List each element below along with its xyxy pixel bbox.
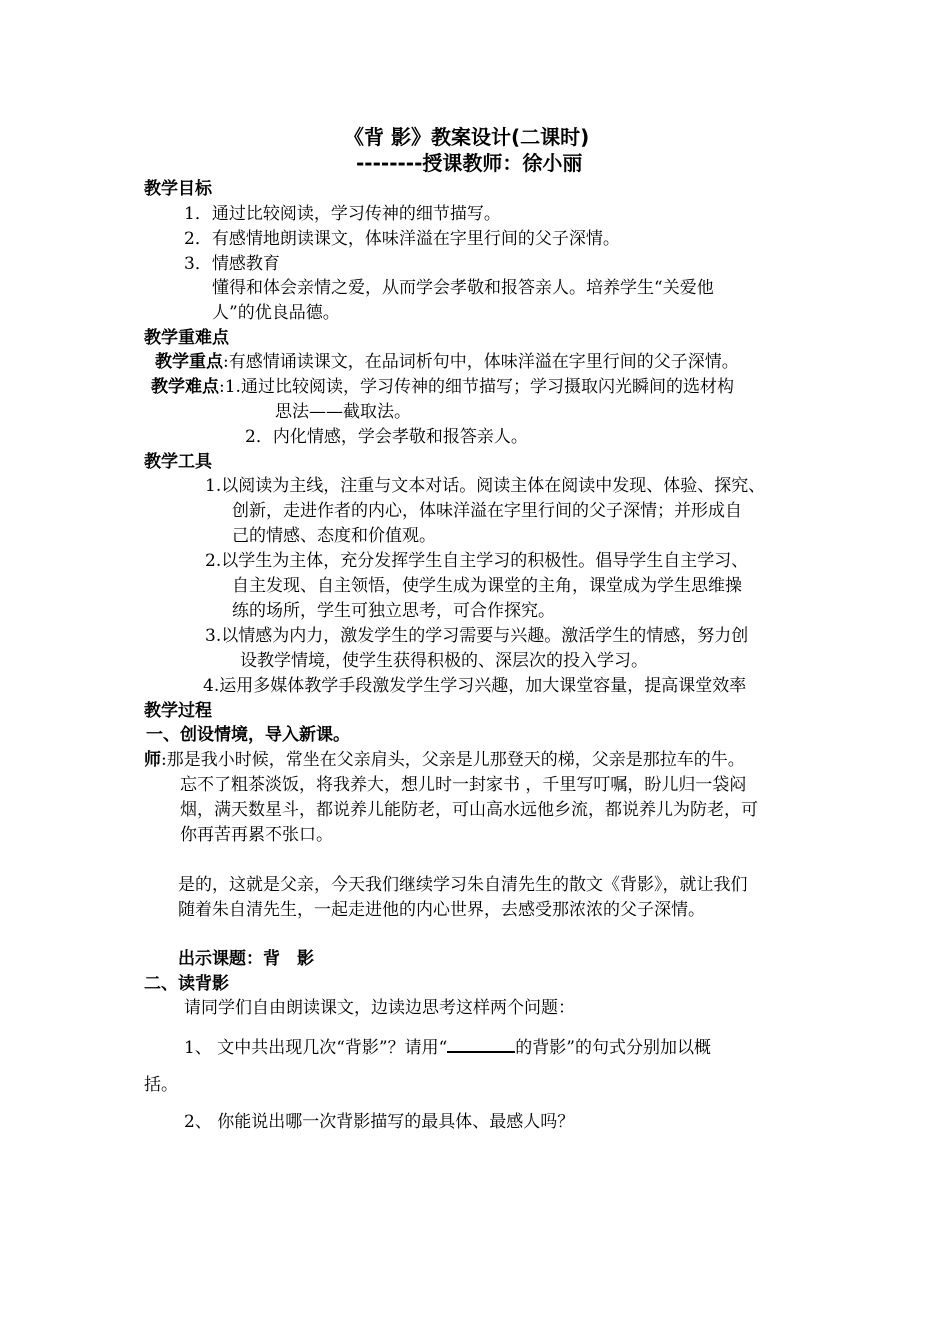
tool-1-line-3: 己的情感、态度和价值观。 <box>232 526 436 546</box>
question-1-suffix: 的背影”的句式分别加以概 <box>515 1038 711 1058</box>
para-2-line-1: 是的，这就是父亲，今天我们继续学习朱自清先生的散文《背影》，就让我们 <box>178 875 748 895</box>
goal-3-detail-line-2: 人”的优良品德。 <box>212 303 340 323</box>
difficulty-label: 教学难点 <box>151 377 219 397</box>
teacher-line: --------授课教师：徐小丽 <box>356 151 583 175</box>
show-topic: 出示课题：背 影 <box>178 949 314 969</box>
intro-line-4: 你再苦再累不张口。 <box>180 825 333 845</box>
difficulty-1-text: :1.通过比较阅读，学习传神的细节描写；学习摄取闪光瞬间的选材构 <box>219 377 734 397</box>
blank-underline <box>447 1037 515 1053</box>
tool-4: 4.运用多媒体教学手段激发学生学习兴趣，加大课堂容量，提高课堂效率 <box>203 676 747 696</box>
intro-line-3: 烟，满天数星斗，都说养儿能防老，可山高水远他乡流，都说养儿为防老，可 <box>180 800 758 820</box>
step-1-heading: 一、创设情境，导入新课。 <box>146 725 350 745</box>
section-heading-goals: 教学目标 <box>144 179 212 199</box>
focus-text: :有感情诵读课文，在品词析句中，体味洋溢在字里行间的父子深情。 <box>223 352 739 372</box>
tool-2-line-3: 练的场所，学生可独立思考，可合作探究。 <box>232 601 555 621</box>
teacher-label: 师 <box>144 750 161 770</box>
difficulty-2: 2．内化情感，学会孝敬和报答亲人。 <box>245 427 528 447</box>
intro-text-1: :那是我小时候，常坐在父亲肩头，父亲是儿那登天的梯，父亲是那拉车的牛。 <box>161 750 745 770</box>
goal-item-2: 2．有感情地朗读课文，体味洋溢在字里行间的父子深情。 <box>184 229 620 249</box>
tool-1-line-2: 创新，走进作者的内心，体味洋溢在字里行间的父子深情；并形成自 <box>232 501 742 521</box>
intro-line-1 <box>144 748 745 772</box>
question-1-line-2: 括。 <box>144 1075 178 1095</box>
para-2-line-2: 随着朱自清先生，一起走进他的内心世界，去感受那浓浓的父子深情。 <box>178 900 705 920</box>
question-1-prefix: 1、 文中共出现几次“背影”？请用“ <box>184 1038 448 1058</box>
tool-3-line-2: 设教学情境，使学生获得积极的、深层次的投入学习。 <box>240 651 648 671</box>
tool-2-line-1: 2.以学生为主体，充分发挥学生自主学习的积极性。倡导学生自主学习、 <box>205 551 749 571</box>
difficulty-1-line-2: 思法——截取法。 <box>275 402 411 422</box>
section-heading-process: 教学过程 <box>144 701 212 721</box>
step-2-heading: 二、读背影 <box>144 974 229 994</box>
question-1-line-1 <box>184 1036 711 1060</box>
goal-item-3: 3．情感教育 <box>184 254 280 274</box>
question-2: 2、 你能说出哪一次背影描写的最具体、最感人吗？ <box>184 1112 575 1132</box>
read-intro: 请同学们自由朗读课文，边读边思考这样两个问题： <box>184 998 575 1018</box>
tool-1-line-1: 1.以阅读为主线，注重与文本对话。阅读主体在阅读中发现、体验、探究、 <box>205 476 766 496</box>
tool-2-line-2: 自主发现、自主领悟，使学生成为课堂的主角，课堂成为学生思维操 <box>232 576 742 596</box>
document-title: 《背 影》教案设计(二课时) <box>344 125 590 149</box>
section-heading-focus: 教学重难点 <box>144 328 229 348</box>
difficulty-line <box>151 375 734 399</box>
section-heading-tools: 教学工具 <box>144 452 212 472</box>
goal-3-detail-line-1: 懂得和体会亲情之爱，从而学会孝敬和报答亲人。培养学生“关爱他 <box>212 278 714 298</box>
goal-item-1: 1．通过比较阅读，学习传神的细节描写。 <box>184 204 501 224</box>
focus-line <box>155 350 739 374</box>
focus-label: 教学重点 <box>155 352 223 372</box>
intro-line-2: 忘不了粗茶淡饭，将我养大，想儿时一封家书 ，千里写叮嘱，盼儿归一袋闷 <box>180 775 747 795</box>
tool-3-line-1: 3.以情感为内力，激发学生的学习需要与兴趣。激活学生的情感，努力创 <box>205 626 749 646</box>
